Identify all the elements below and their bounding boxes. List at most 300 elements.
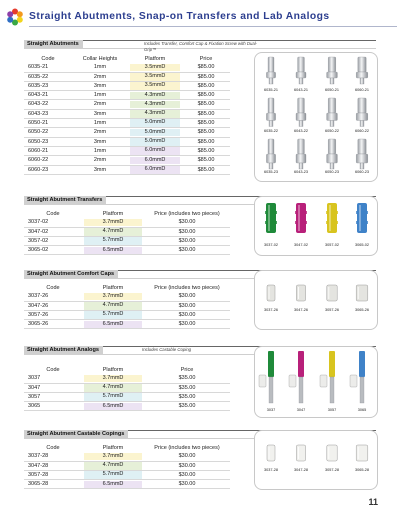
- col-header-platform: Platform: [144, 56, 166, 62]
- abutments-table-body: [24, 63, 230, 174]
- cell-code: 6035-21: [24, 63, 72, 72]
- transfers-table-body: [24, 218, 230, 255]
- transfer-ring-icon: [356, 211, 368, 214]
- cell-platform: [128, 146, 182, 155]
- platform-value: 5.7mmD: [84, 471, 142, 479]
- table-row: [24, 100, 230, 109]
- product-code-label: 6050-21: [325, 88, 339, 92]
- abutment-stem-icon: [360, 78, 364, 84]
- highlight-stripe: [359, 205, 361, 231]
- company-logo-icon: [5, 7, 25, 27]
- platform-value: 6.0mmD: [130, 147, 180, 155]
- cell-code: 3037-26: [24, 292, 82, 301]
- table-row: [24, 392, 230, 401]
- section-castable-copings: [24, 430, 376, 494]
- product-code-label: 3057: [327, 408, 337, 412]
- cell-price: $30.00: [144, 236, 230, 245]
- abutment-collar-icon: [296, 113, 306, 121]
- abutment-collar-icon: [327, 72, 338, 78]
- cell-price: $85.00: [182, 165, 230, 174]
- table-row: [24, 156, 230, 165]
- platform-value: 6.0mmD: [130, 166, 180, 174]
- cell-platform: [128, 81, 182, 90]
- table-row: [24, 374, 230, 383]
- abutment-post-icon: [268, 139, 274, 154]
- table-header-row: [24, 444, 230, 452]
- caps-table-body: [24, 292, 230, 329]
- cell-code: 3047: [24, 383, 82, 392]
- col-header-price: Price: [180, 367, 194, 373]
- table-header-row: [24, 55, 230, 63]
- platform-value: 5.0mmD: [130, 129, 180, 137]
- abutment-stem-icon: [269, 121, 273, 127]
- transfer-ring-icon: [326, 221, 338, 224]
- table-row: [24, 301, 230, 310]
- cell-platform: [128, 72, 182, 81]
- col-header-price: Price (includes two pieces): [154, 211, 220, 217]
- cell-platform: [82, 236, 144, 245]
- abutment-post-icon: [358, 98, 366, 113]
- cell-platform: [128, 137, 182, 146]
- cell-platform: [82, 218, 144, 227]
- transfer-cylinder-icon: [296, 203, 306, 233]
- castable-coping-icon: [289, 375, 296, 387]
- highlight-stripe: [329, 205, 331, 231]
- product-code-label: 3065-26: [355, 308, 369, 312]
- analog-body-icon: [359, 351, 365, 377]
- cell-price: $85.00: [182, 81, 230, 90]
- table-row: [24, 383, 230, 392]
- cell-platform: [128, 91, 182, 100]
- cell-platform: [82, 292, 144, 301]
- cell-code: 6050-21: [24, 119, 72, 128]
- cell-collar-height: 1mm: [72, 63, 128, 72]
- section-transfers: [24, 196, 376, 260]
- cell-collar-height: 3mm: [72, 81, 128, 90]
- cell-price: $30.00: [144, 246, 230, 255]
- cell-price: $85.00: [182, 119, 230, 128]
- col-header-price: Price: [199, 56, 213, 62]
- col-header-collar: Collar Heights: [82, 56, 118, 62]
- caps-illustration: [255, 271, 378, 330]
- product-code-label: 3065-02: [355, 243, 369, 247]
- cell-code: 3057: [24, 392, 82, 401]
- table-row: [24, 128, 230, 137]
- cell-collar-height: 3mm: [72, 109, 128, 118]
- col-header-platform: Platform: [102, 211, 124, 217]
- product-code-label: 6043-22: [294, 129, 308, 133]
- product-code-label: 6050-23: [325, 170, 339, 174]
- cell-platform: [82, 470, 144, 479]
- platform-value: 4.7mmD: [84, 302, 142, 310]
- col-header-platform: Platform: [102, 367, 124, 373]
- cell-price: $30.00: [144, 292, 230, 301]
- analog-shaft-icon: [330, 377, 334, 403]
- transfer-ring-icon: [295, 211, 307, 214]
- cell-platform: [128, 109, 182, 118]
- cell-code: 6043-21: [24, 91, 72, 100]
- platform-value: 6.5mmD: [84, 481, 142, 489]
- cell-code: 3065-26: [24, 320, 82, 329]
- abutment-post-icon: [328, 57, 336, 72]
- abutment-post-icon: [328, 139, 336, 154]
- cell-code: 3065-02: [24, 246, 82, 255]
- table-row: [24, 292, 230, 301]
- platform-value: 3.5mmD: [130, 64, 180, 72]
- platform-value: 6.5mmD: [84, 403, 142, 411]
- abutment-stem-icon: [299, 163, 303, 169]
- cell-code: 6043-23: [24, 109, 72, 118]
- product-code-label: 3065: [357, 408, 367, 412]
- platform-value: 6.0mmD: [130, 157, 180, 165]
- product-code-label: 3037-28: [264, 468, 278, 472]
- transfer-ring-icon: [295, 221, 307, 224]
- cap-icon: [296, 445, 305, 461]
- product-code-label: 3047-26: [294, 308, 308, 312]
- cell-price: $85.00: [182, 100, 230, 109]
- platform-value: 3.7mmD: [84, 219, 142, 227]
- caps-table: [24, 284, 230, 329]
- cell-price: $30.00: [144, 461, 230, 470]
- cell-collar-height: 1mm: [72, 146, 128, 155]
- section-label: Straight Abutment Castable Copings: [24, 430, 128, 439]
- abutment-collar-icon: [327, 154, 338, 163]
- page-number: 11: [368, 497, 378, 507]
- table-row: [24, 236, 230, 245]
- cell-code: 3047-02: [24, 227, 82, 236]
- product-code-label: 6035-22: [264, 129, 278, 133]
- section-comfort-caps: [24, 270, 376, 334]
- cap-icon: [267, 445, 275, 461]
- cell-code: 6035-23: [24, 81, 72, 90]
- product-code-label: 6060-22: [355, 129, 369, 133]
- platform-value: 3.5mmD: [130, 73, 180, 81]
- page-title: Straight Abutments, Snap-on Transfers and Lab Analogs: [29, 11, 330, 22]
- platform-value: 4.3mmD: [130, 101, 180, 109]
- table-row: [24, 165, 230, 174]
- cell-price: $30.00: [144, 320, 230, 329]
- cell-collar-height: 3mm: [72, 165, 128, 174]
- copings-table: [24, 444, 230, 489]
- analog-shaft-icon: [299, 377, 303, 403]
- abutment-post-icon: [298, 139, 305, 154]
- cell-code: 6060-22: [24, 156, 72, 165]
- cell-code: 6060-23: [24, 165, 72, 174]
- cell-price: $85.00: [182, 146, 230, 155]
- col-header-platform: Platform: [102, 285, 124, 291]
- transfer-cylinder-icon: [327, 203, 337, 233]
- col-header-code: Code: [41, 56, 55, 62]
- cell-price: $85.00: [182, 109, 230, 118]
- section-label: Straight Abutment Analogs: [24, 346, 103, 355]
- platform-value: 3.5mmD: [130, 82, 180, 90]
- cell-platform: [128, 128, 182, 137]
- table-header-row: [24, 366, 230, 374]
- cell-price: $35.00: [144, 374, 230, 383]
- platform-value: 4.7mmD: [84, 228, 142, 236]
- cell-price: $85.00: [182, 156, 230, 165]
- table-row: [24, 119, 230, 128]
- cell-code: 3047-28: [24, 461, 82, 470]
- cell-price: $85.00: [182, 63, 230, 72]
- transfers-image-panel: [254, 196, 378, 256]
- product-code-label: 3037-02: [264, 243, 278, 247]
- cell-price: $35.00: [144, 392, 230, 401]
- product-code-label: 3047-28: [294, 468, 308, 472]
- abutment-collar-icon: [266, 72, 275, 78]
- copings-table-body: [24, 452, 230, 489]
- cell-collar-height: 2mm: [72, 100, 128, 109]
- section-analogs: [24, 346, 376, 418]
- castable-coping-icon: [320, 375, 327, 387]
- copings-illustration: [255, 431, 378, 490]
- cell-price: $85.00: [182, 91, 230, 100]
- abutment-collar-icon: [356, 113, 368, 121]
- col-header-platform: Platform: [102, 445, 124, 451]
- cell-platform: [128, 156, 182, 165]
- cell-platform: [82, 402, 144, 411]
- abutment-stem-icon: [330, 121, 334, 127]
- platform-value: 5.0mmD: [130, 119, 180, 127]
- platform-value: 3.7mmD: [84, 453, 142, 461]
- cell-price: $30.00: [144, 227, 230, 236]
- cell-code: 3057-28: [24, 470, 82, 479]
- section-label: Straight Abutment Comfort Caps: [24, 270, 118, 279]
- product-code-label: 3047: [296, 408, 306, 412]
- title-divider: [29, 26, 397, 27]
- cell-collar-height: 2mm: [72, 156, 128, 165]
- section-note: Includes Transfer, Comfort Cap & Fixation Screw with Dual-Grip™: [144, 41, 258, 52]
- cell-platform: [82, 246, 144, 255]
- abutment-collar-icon: [356, 72, 368, 78]
- cell-platform: [128, 100, 182, 109]
- cell-platform: [82, 480, 144, 489]
- cell-price: $35.00: [144, 402, 230, 411]
- transfer-ring-icon: [265, 211, 277, 214]
- product-code-label: 6060-23: [355, 170, 369, 174]
- cell-platform: [82, 374, 144, 383]
- table-row: [24, 218, 230, 227]
- table-row: [24, 109, 230, 118]
- cell-platform: [82, 452, 144, 461]
- cell-code: 6043-22: [24, 100, 72, 109]
- abutments-table: [24, 55, 230, 175]
- abutments-illustration: [255, 53, 378, 182]
- cell-platform: [82, 383, 144, 392]
- analog-body-icon: [329, 351, 335, 377]
- abutment-collar-icon: [266, 113, 275, 121]
- cell-code: 3065-28: [24, 480, 82, 489]
- cell-code: 3037: [24, 374, 82, 383]
- cell-code: 6060-21: [24, 146, 72, 155]
- product-code-label: 3057-26: [325, 308, 339, 312]
- product-code-label: 3037: [266, 408, 276, 412]
- analogs-illustration: [255, 347, 378, 418]
- transfer-ring-icon: [265, 221, 277, 224]
- table-row: [24, 137, 230, 146]
- abutment-stem-icon: [299, 121, 303, 127]
- cell-price: $30.00: [144, 470, 230, 479]
- table-row: [24, 452, 230, 461]
- cell-price: $30.00: [144, 452, 230, 461]
- cell-platform: [82, 461, 144, 470]
- section-note: Includes Castable Coping: [142, 347, 191, 352]
- analog-shaft-icon: [360, 377, 364, 403]
- product-code-label: 6060-21: [355, 88, 369, 92]
- platform-value: 4.7mmD: [84, 384, 142, 392]
- section-straight-abutments: [24, 40, 376, 180]
- table-header-row: [24, 210, 230, 218]
- cell-code: 3047-26: [24, 301, 82, 310]
- cell-collar-height: 2mm: [72, 72, 128, 81]
- platform-value: 3.7mmD: [84, 293, 142, 301]
- cell-price: $85.00: [182, 137, 230, 146]
- section-label: Straight Abutment Transfers: [24, 196, 106, 205]
- table-row: [24, 320, 230, 329]
- col-header-code: Code: [46, 211, 60, 217]
- cell-code: 6050-23: [24, 137, 72, 146]
- cell-code: 6050-22: [24, 128, 72, 137]
- table-row: [24, 470, 230, 479]
- col-header-code: Code: [46, 285, 60, 291]
- abutment-stem-icon: [330, 163, 334, 169]
- platform-value: 5.7mmD: [84, 311, 142, 319]
- platform-value: 5.0mmD: [130, 138, 180, 146]
- cell-price: $35.00: [144, 383, 230, 392]
- product-code-label: 3057-28: [325, 468, 339, 472]
- platform-value: 4.3mmD: [130, 92, 180, 100]
- product-code-label: 6035-21: [264, 88, 278, 92]
- caps-image-panel: [254, 270, 378, 330]
- abutment-post-icon: [298, 98, 305, 113]
- abutment-post-icon: [328, 98, 336, 113]
- abutment-stem-icon: [269, 163, 273, 169]
- cell-code: 3037-28: [24, 452, 82, 461]
- abutment-post-icon: [268, 57, 274, 72]
- abutment-collar-icon: [296, 72, 306, 78]
- cap-icon: [327, 285, 337, 301]
- table-row: [24, 63, 230, 72]
- cell-code: 3065: [24, 402, 82, 411]
- cell-code: 3057-02: [24, 236, 82, 245]
- platform-value: 4.7mmD: [84, 462, 142, 470]
- table-row: [24, 81, 230, 90]
- cell-code: 6035-22: [24, 72, 72, 81]
- abutment-collar-icon: [327, 113, 338, 121]
- abutment-stem-icon: [269, 78, 273, 84]
- col-header-price: Price (includes two pieces): [154, 285, 220, 291]
- analogs-image-panel: [254, 346, 378, 418]
- transfers-illustration: [255, 197, 378, 256]
- table-row: [24, 310, 230, 319]
- product-code-label: 6043-23: [294, 170, 308, 174]
- product-code-label: 3065-28: [355, 468, 369, 472]
- highlight-stripe: [298, 205, 300, 231]
- col-header-code: Code: [46, 367, 60, 373]
- cell-price: $30.00: [144, 310, 230, 319]
- cell-platform: [82, 301, 144, 310]
- cell-code: 3057-26: [24, 310, 82, 319]
- abutment-post-icon: [268, 98, 274, 113]
- product-code-label: 6043-21: [294, 88, 308, 92]
- castable-coping-icon: [259, 375, 266, 387]
- abutment-stem-icon: [299, 78, 303, 84]
- table-row: [24, 72, 230, 81]
- cell-platform: [128, 119, 182, 128]
- abutment-post-icon: [358, 139, 366, 154]
- analog-body-icon: [298, 351, 304, 377]
- analog-body-icon: [268, 351, 274, 377]
- cell-price: $30.00: [144, 218, 230, 227]
- table-row: [24, 402, 230, 411]
- table-row: [24, 91, 230, 100]
- transfer-cylinder-icon: [357, 203, 367, 233]
- product-code-label: 6050-22: [325, 129, 339, 133]
- page-header: [5, 6, 397, 28]
- cell-platform: [82, 310, 144, 319]
- cell-platform: [128, 63, 182, 72]
- abutment-post-icon: [358, 57, 366, 72]
- cap-icon: [267, 285, 275, 301]
- highlight-stripe: [268, 205, 270, 231]
- abutment-post-icon: [298, 57, 305, 72]
- cap-icon: [327, 445, 337, 461]
- table-row: [24, 461, 230, 470]
- cell-price: $85.00: [182, 128, 230, 137]
- section-label: Straight Abutments: [24, 40, 83, 49]
- product-code-label: 6035-23: [264, 170, 278, 174]
- transfer-cylinder-icon: [266, 203, 276, 233]
- abutment-collar-icon: [296, 154, 306, 163]
- analogs-table-body: [24, 374, 230, 411]
- cell-platform: [82, 227, 144, 236]
- table-row: [24, 480, 230, 489]
- platform-value: 4.3mmD: [130, 110, 180, 118]
- abutment-collar-icon: [356, 154, 368, 163]
- product-code-label: 3037-26: [264, 308, 278, 312]
- cell-collar-height: 1mm: [72, 91, 128, 100]
- abutment-stem-icon: [360, 121, 364, 127]
- abutment-stem-icon: [330, 78, 334, 84]
- cell-collar-height: 1mm: [72, 119, 128, 128]
- cell-platform: [82, 320, 144, 329]
- transfer-ring-icon: [356, 221, 368, 224]
- abutments-image-panel: [254, 52, 378, 182]
- table-header-row: [24, 284, 230, 292]
- product-code-label: 3047-02: [294, 243, 308, 247]
- transfers-table: [24, 210, 230, 255]
- col-header-price: Price (includes two pieces): [154, 445, 220, 451]
- analog-shaft-icon: [269, 377, 273, 403]
- copings-image-panel: [254, 430, 378, 490]
- table-row: [24, 246, 230, 255]
- castable-coping-icon: [350, 375, 357, 387]
- platform-value: 6.5mmD: [84, 247, 142, 255]
- cell-price: $30.00: [144, 301, 230, 310]
- table-row: [24, 146, 230, 155]
- cell-price: $85.00: [182, 72, 230, 81]
- cell-code: 3037-02: [24, 218, 82, 227]
- platform-value: 3.7mmD: [84, 375, 142, 383]
- platform-value: 5.7mmD: [84, 237, 142, 245]
- abutment-stem-icon: [360, 163, 364, 169]
- col-header-code: Code: [46, 445, 60, 451]
- platform-value: 6.5mmD: [84, 321, 142, 329]
- analogs-table: [24, 366, 230, 411]
- cell-platform: [128, 165, 182, 174]
- cell-platform: [82, 392, 144, 401]
- cell-collar-height: 3mm: [72, 137, 128, 146]
